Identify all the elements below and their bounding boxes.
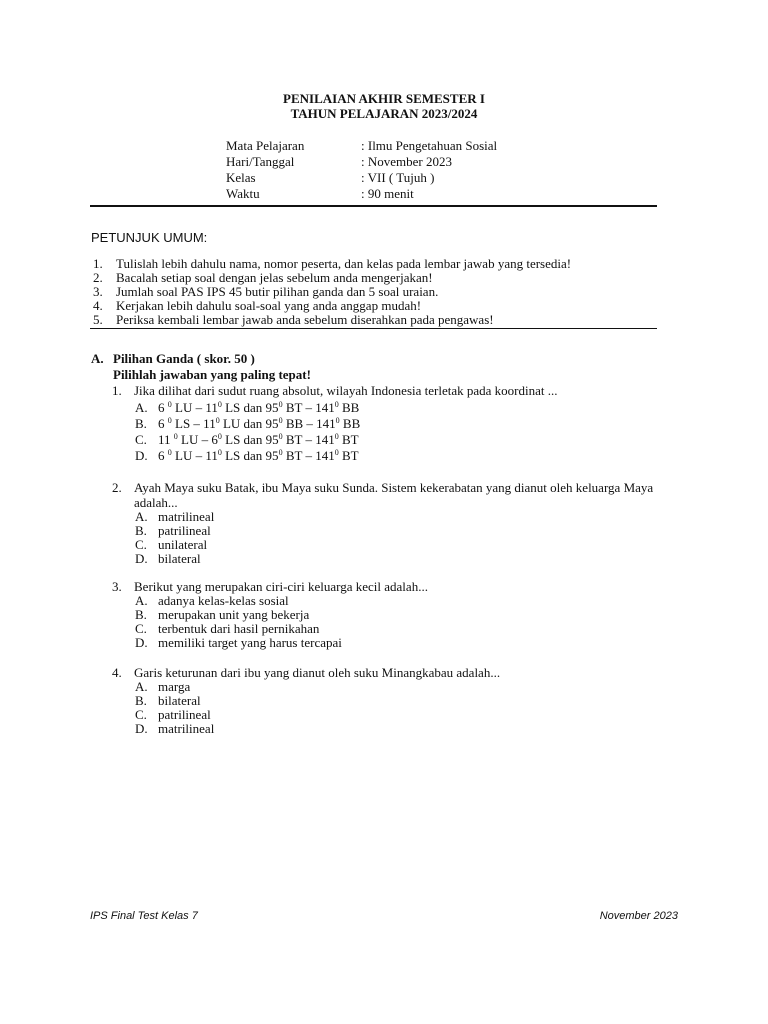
option-letter: A. — [135, 400, 148, 415]
question-text: Ayah Maya suku Batak, ibu Maya suku Sunda. Sistem kekerabatan yang dianut oleh keluarga Maya adalah... — [134, 480, 654, 510]
degree-mark: 0 — [167, 416, 172, 425]
option-letter: D. — [135, 448, 148, 463]
instruction-text: Tulislah lebih dahulu nama, nomor peserta, dan kelas pada lembar jawab yang tersedia! — [116, 256, 572, 271]
degree-mark: 0 — [334, 400, 339, 409]
info-label: Kelas — [226, 170, 256, 185]
question-text: Garis keturunan dari ibu yang dianut oleh suku Minangkabau adalah... — [134, 665, 501, 680]
instruction-item — [90, 298, 660, 312]
option-text: bilateral — [158, 693, 201, 708]
degree-mark: 0 — [278, 400, 283, 409]
instruction-item — [90, 312, 660, 326]
option-text: marga — [158, 679, 191, 694]
answer-option[interactable] — [135, 509, 635, 524]
answer-option[interactable] — [135, 432, 635, 447]
degree-mark: 0 — [278, 448, 283, 457]
answer-option[interactable] — [135, 448, 635, 463]
answer-option[interactable] — [135, 523, 635, 538]
info-value: : November 2023 — [361, 154, 452, 169]
degree-mark: 0 — [334, 448, 339, 457]
answer-option[interactable] — [135, 693, 635, 708]
info-value: : 90 menit — [361, 186, 414, 201]
section-letter: A. — [91, 351, 104, 366]
option-text: memiliki target yang harus tercapai — [158, 635, 342, 650]
option-letter: C. — [135, 537, 147, 552]
question-number: 1. — [112, 383, 122, 398]
instruction-number: 1. — [93, 256, 103, 271]
question-text: Berikut yang merupakan ciri-ciri keluarga kecil adalah... — [134, 579, 428, 594]
degree-mark: 0 — [217, 448, 222, 457]
option-text: matrilineal — [158, 509, 215, 524]
info-row-time — [226, 186, 646, 202]
option-text: patrilineal — [158, 707, 211, 722]
option-letter: A. — [135, 679, 148, 694]
answer-option[interactable] — [135, 607, 635, 622]
instruction-text: Bacalah setiap soal dengan jelas sebelum anda mengerjakan! — [116, 270, 433, 285]
option-letter: B. — [135, 607, 147, 622]
instruction-number: 3. — [93, 284, 103, 299]
question-number: 4. — [112, 665, 122, 680]
answer-option[interactable] — [135, 621, 635, 636]
option-text: adanya kelas-kelas sosial — [158, 593, 289, 608]
instruction-text: Jumlah soal PAS IPS 45 butir pilihan ganda dan 5 soal uraian. — [116, 284, 439, 299]
option-letter: A. — [135, 593, 148, 608]
option-text: 6 $^0$ LU – $11^0$ LS dan $95^0$ BT – $141^0$ BB — [158, 400, 360, 415]
question-number: 3. — [112, 579, 122, 594]
footer-right: November 2023 — [599, 910, 678, 922]
answer-option[interactable] — [135, 679, 635, 694]
academic-year-title: TAHUN PELAJARAN 2023/2024 — [290, 106, 478, 121]
section-title: Pilihan Ganda ( skor. 50 ) — [113, 351, 255, 366]
instructions-divider — [90, 328, 657, 329]
exam-title: PENILAIAN AKHIR SEMESTER I — [283, 91, 485, 106]
info-label: Waktu — [226, 186, 260, 201]
info-row-date — [226, 154, 646, 170]
info-value: : VII ( Tujuh ) — [361, 170, 435, 185]
degree-mark: 0 — [278, 416, 283, 425]
option-letter: D. — [135, 635, 148, 650]
degree-mark: 0 — [334, 432, 339, 441]
degree-mark: 0 — [278, 432, 283, 441]
question-text: Jika dilihat dari sudut ruang absolut, wilayah Indonesia terletak pada koordinat ... — [134, 383, 558, 398]
option-letter: C. — [135, 707, 147, 722]
instruction-item — [90, 270, 660, 284]
answer-option[interactable] — [135, 416, 635, 431]
answer-option[interactable] — [135, 593, 635, 608]
degree-mark: 0 — [173, 432, 178, 441]
answer-option[interactable] — [135, 537, 635, 552]
option-letter: A. — [135, 509, 148, 524]
answer-option[interactable] — [135, 635, 635, 650]
instructions-list — [90, 256, 660, 326]
option-letter: B. — [135, 523, 147, 538]
option-text: 6 $^0$ LS – $11^0$ LU dan $95^0$ BB – $141^0$ BB — [158, 416, 361, 431]
option-letter: D. — [135, 551, 148, 566]
option-letter: B. — [135, 693, 147, 708]
section-subtitle: Pilihlah jawaban yang paling tepat! — [113, 367, 311, 382]
instruction-text: Kerjakan lebih dahulu soal-soal yang anda anggap mudah! — [116, 298, 422, 313]
instruction-number: 5. — [93, 312, 103, 327]
degree-mark: 0 — [335, 416, 340, 425]
option-letter: C. — [135, 432, 147, 447]
option-text: 11 $^0$ LU – $6^0$ LS dan $95^0$ BT – $141^0$ BT — [158, 432, 359, 447]
option-text: 6 $^0$ LU – $11^0$ LS dan $95^0$ BT – $141^0$ BT — [158, 448, 359, 463]
degree-mark: 0 — [217, 400, 222, 409]
answer-option[interactable] — [135, 721, 635, 736]
option-text: merupakan unit yang bekerja — [158, 607, 310, 622]
option-text: terbentuk dari hasil pernikahan — [158, 621, 320, 636]
degree-mark: 0 — [215, 416, 220, 425]
instruction-number: 4. — [93, 298, 103, 313]
answer-option[interactable] — [135, 707, 635, 722]
instruction-number: 2. — [93, 270, 103, 285]
option-letter: C. — [135, 621, 147, 636]
degree-mark: 0 — [217, 432, 222, 441]
option-text: patrilineal — [158, 523, 211, 538]
info-row-class — [226, 170, 646, 186]
instructions-heading: PETUNJUK UMUM: — [91, 230, 208, 245]
header-divider — [90, 205, 657, 207]
option-text: bilateral — [158, 551, 201, 566]
info-label: Hari/Tanggal — [226, 154, 295, 169]
option-letter: B. — [135, 416, 147, 431]
option-letter: D. — [135, 721, 148, 736]
degree-mark: 0 — [167, 448, 172, 457]
question-number: 2. — [112, 480, 122, 495]
info-row-subject — [226, 138, 646, 154]
instruction-item — [90, 256, 660, 270]
option-text: matrilineal — [158, 721, 215, 736]
option-text: unilateral — [158, 537, 208, 552]
degree-mark: 0 — [167, 400, 172, 409]
answer-option[interactable] — [135, 400, 635, 415]
info-value: : Ilmu Pengetahuan Sosial — [361, 138, 498, 153]
footer-left: IPS Final Test Kelas 7 — [90, 910, 198, 922]
instruction-item — [90, 284, 660, 298]
answer-option[interactable] — [135, 551, 635, 566]
info-label: Mata Pelajaran — [226, 138, 305, 153]
instruction-text: Periksa kembali lembar jawab anda sebelum diserahkan pada pengawas! — [116, 312, 494, 327]
